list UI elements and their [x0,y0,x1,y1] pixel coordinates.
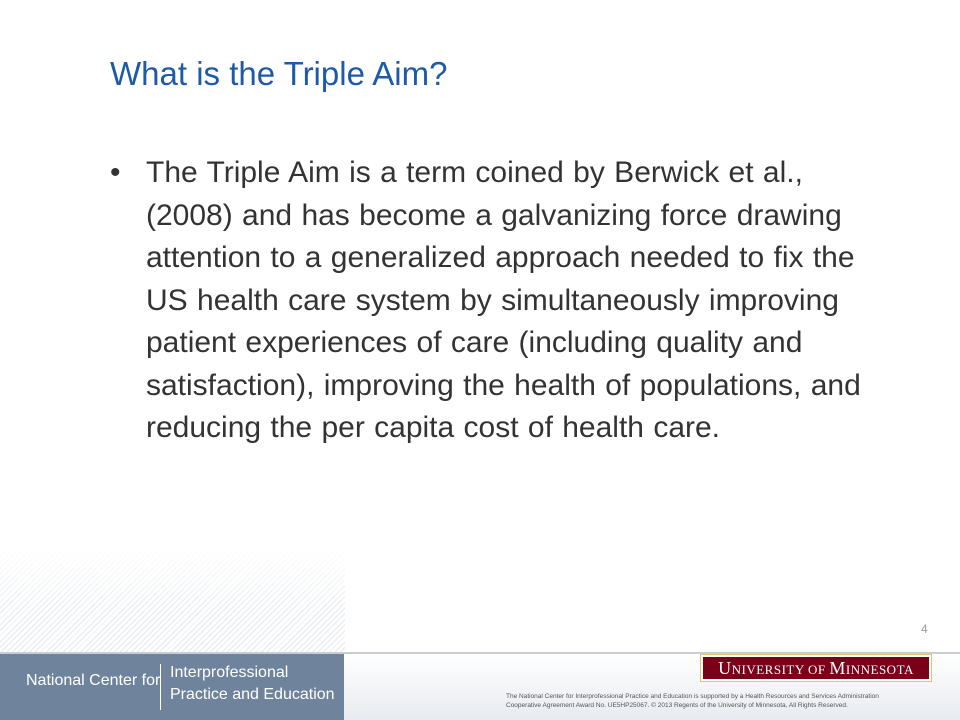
decorative-diagonal-pattern [0,545,345,655]
brand-org-right-line2: Practice and Education [170,686,335,703]
brand-org-right [170,662,335,706]
university-logo-plate [703,657,929,679]
disclaimer-line-2: Cooperative Agreement Award No. UE5HP25067. © 2013 Regents of the University of Minnesota, All Rights Reserved. [506,702,848,709]
bullet-text: The Triple Aim is a term coined by Berwick et al., (2008) and has become a galvanizing force drawing attention to a generalized approach needed to fix the US health care system by simultaneously improving patient experiences of care (including quality and satisfaction), improving the health of populations, and reducing the per capita cost of health care. [146,156,861,444]
university-logo [700,654,932,682]
disclaimer-line-1: The National Center for Interprofessional Practice and Education is supported by a Health Resources and Services Administration [506,693,879,700]
bullet-list [110,152,870,450]
logo-letter-u: U [718,657,732,678]
logo-letter-m: M [829,657,846,678]
logo-text-part2: INNESOTA [845,661,914,677]
slide-title: What is the Triple Aim? [110,55,448,92]
funding-disclaimer [506,692,946,710]
brand-org-right-line1: Interprofessional [170,664,289,681]
bullet-glyph: • [110,156,121,189]
logo-text-part1: NIVERSITY OF [731,661,830,677]
brand-org-left: National Center for [26,672,161,689]
bullet-item [110,152,870,450]
brand-separator [160,664,161,710]
university-logo-text [718,658,914,679]
nexus-brand-block [0,654,344,720]
page-number: 4 [921,622,928,636]
